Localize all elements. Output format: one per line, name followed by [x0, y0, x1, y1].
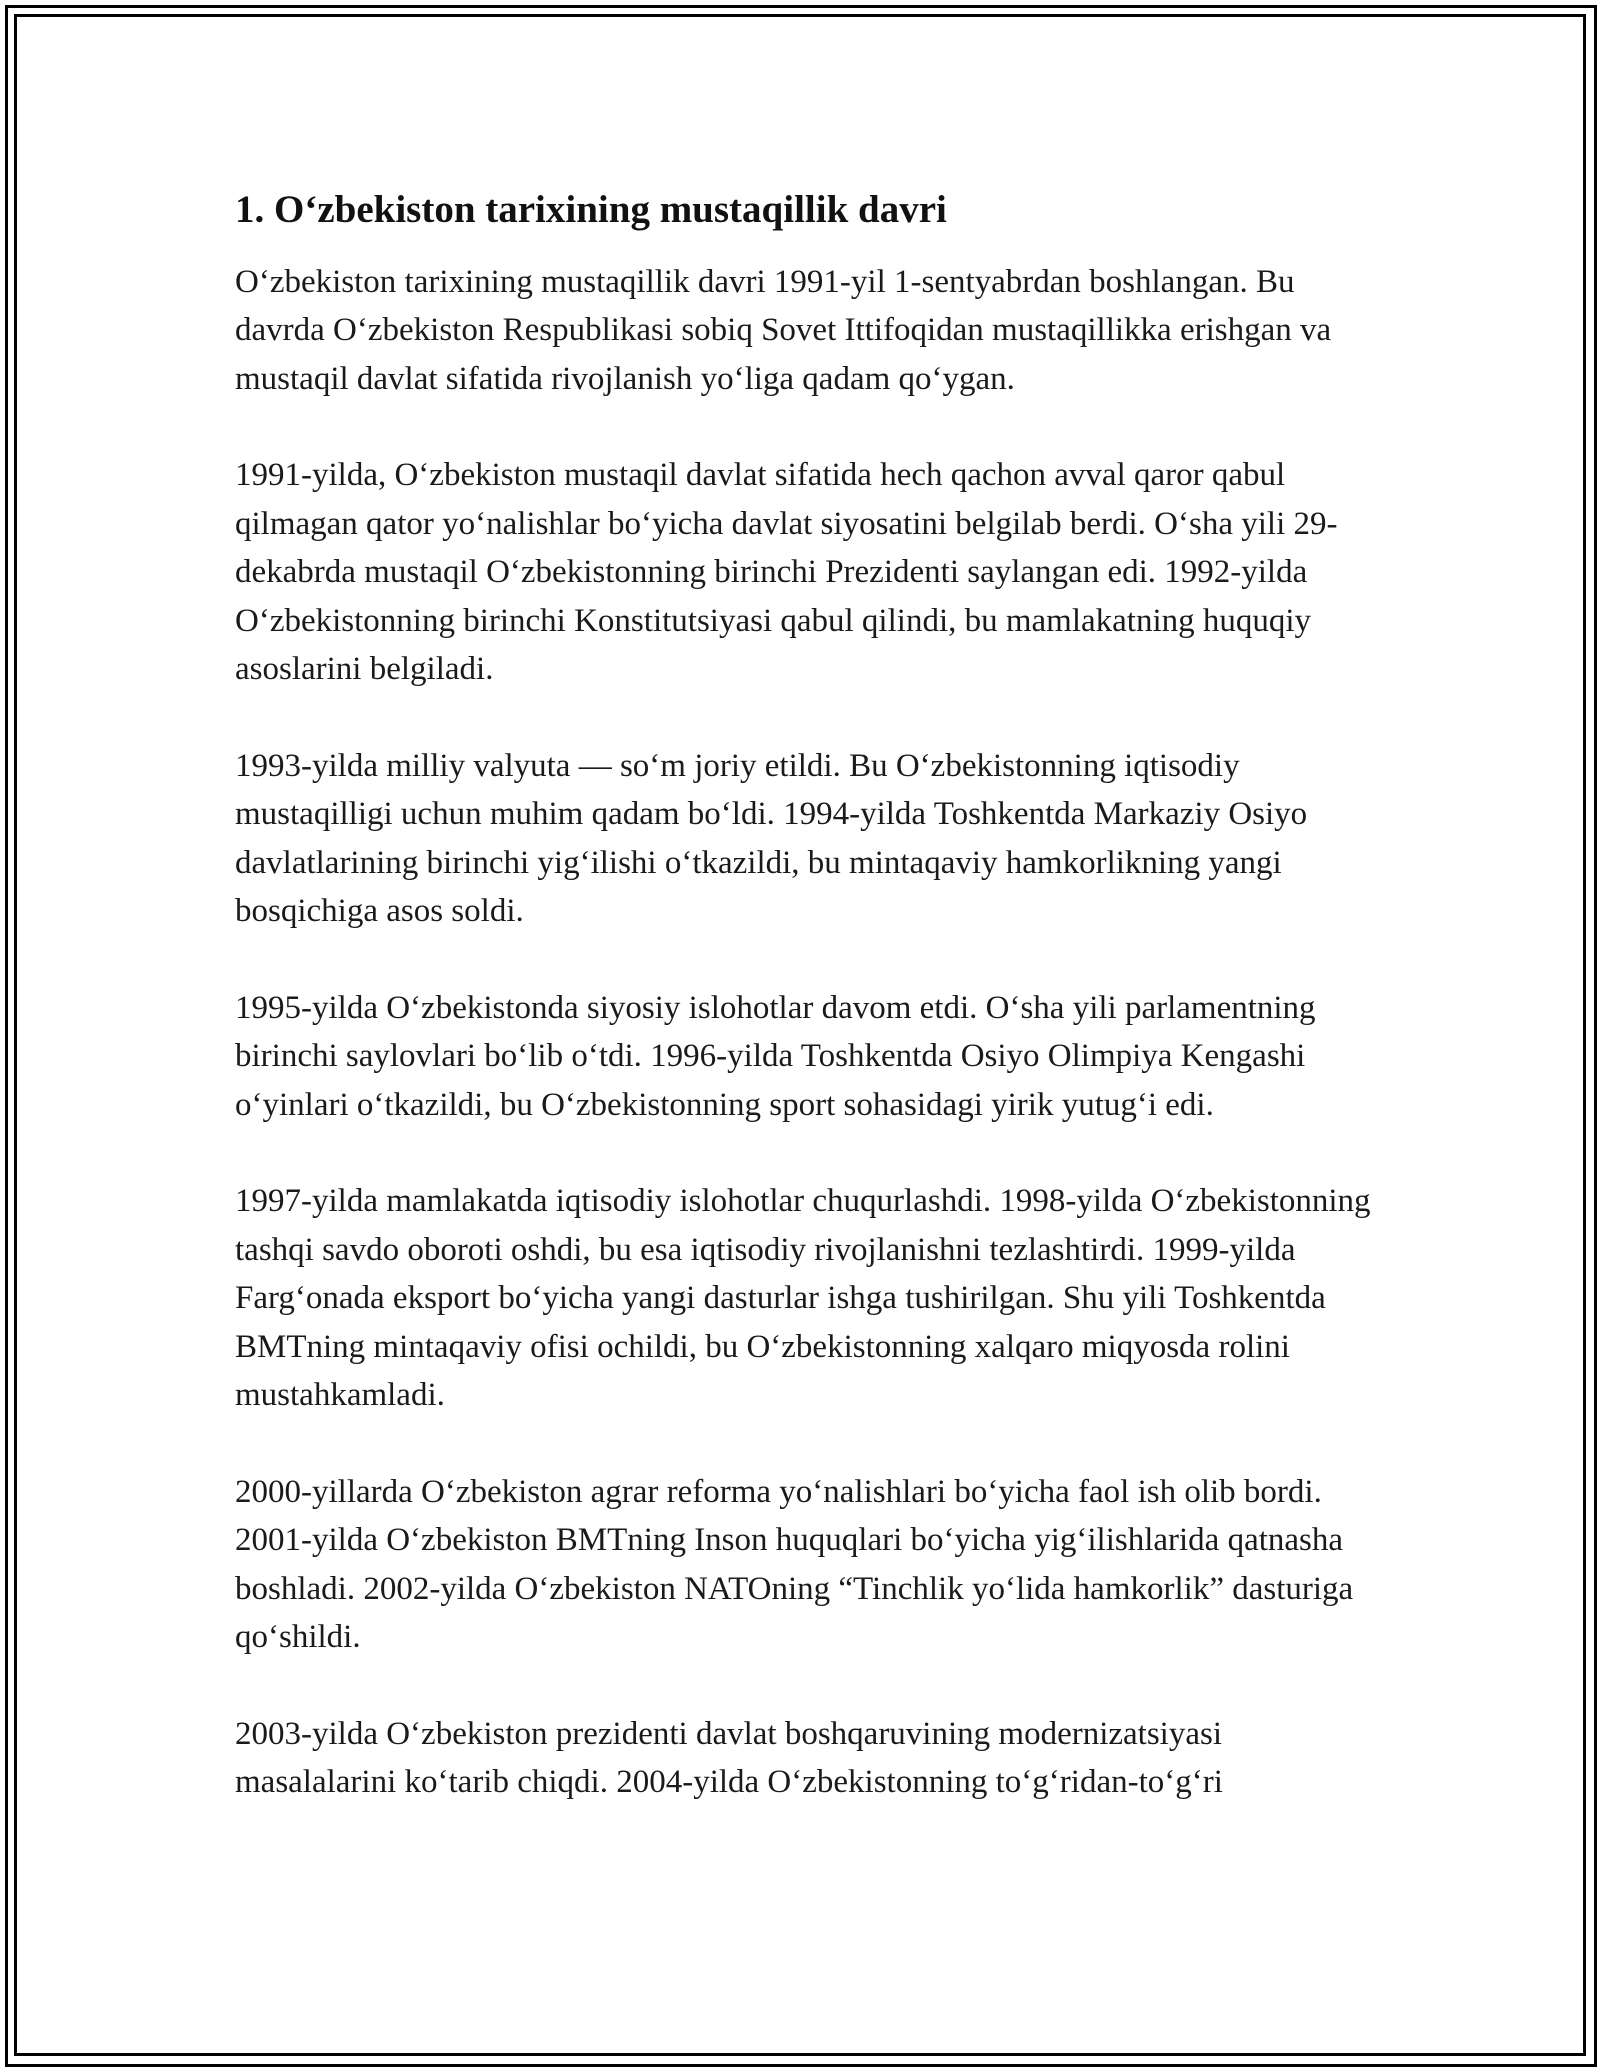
paragraph-4: 1995-yilda O‘zbekistonda siyosiy islohotlar davom etdi. O‘sha yili parlamentning birinchi saylovlari bo‘lib o‘tdi. 1996-yilda Toshkentda Osiyo Olimpiya Kengashi o‘yinlari o‘tkazildi, bu O‘zbekistonning sport sohasidagi yirik yutug‘i edi.	[235, 989, 1316, 1123]
section-heading: 1. O‘zbekiston tarixining mustaqillik davri	[235, 188, 947, 231]
paragraph-3: 1993-yilda milliy valyuta — so‘m joriy etildi. Bu O‘zbekistonning iqtisodiy mustaqilligi uchun muhim qadam bo‘ldi. 1994-yilda Toshkentda Markaziy Osiyo davlatlarining birinchi yig‘ilishi o‘tkazildi, bu mintaqaviy hamkorlikning yangi bosqichiga asos soldi.	[235, 747, 1308, 930]
paragraph-7: 2003-yilda O‘zbekiston prezidenti davlat boshqaruvining modernizatsiyasi masalalarini ko‘tarib chiqdi. 2004-yilda O‘zbekistonning to‘g‘ridan-to‘g‘ri	[235, 1715, 1223, 1801]
paragraph-2: 1991-yilda, O‘zbekiston mustaqil davlat sifatida hech qachon avval qaror qabul qilmagan qator yo‘nalishlar bo‘yicha davlat siyosatini belgilab berdi. O‘sha yili 29-dekabrda mustaqil O‘zbekistonning birinchi Prezidenti saylangan edi. 1992-yilda O‘zbekistonning birinchi Konstitutsiyasi qabul qilindi, bu mamlakatning huquqiy asoslarini belgiladi.	[235, 457, 1338, 688]
paragraph-6: 2000-yillarda O‘zbekiston agrar reforma yo‘nalishlari bo‘yicha faol ish olib bordi. 2001-yilda O‘zbekiston BMTning Inson huquqlari bo‘yicha yig‘ilishlarida qatnasha boshladi. 2002-yilda O‘zbekiston NATOning “Tinchlik yo‘lida hamkorlik” dasturiga qo‘shildi.	[235, 1473, 1354, 1656]
paragraph-5: 1997-yilda mamlakatda iqtisodiy islohotlar chuqurlashdi. 1998-yilda O‘zbekistonning tashqi savdo oboroti oshdi, bu esa iqtisodiy rivojlanishni tezlashtirdi. 1999-yilda Farg‘onada eksport bo‘yicha yangi dasturlar ishga tushirilgan. Shu yili Toshkentda BMTning mintaqaviy ofisi ochildi, bu O‘zbekistonning xalqaro miqyosda rolini mustahkamladi.	[235, 1183, 1371, 1414]
document-body	[235, 185, 1375, 1855]
paragraph-1: O‘zbekiston tarixining mustaqillik davri 1991-yil 1-sentyabrdan boshlangan. Bu davrda O‘zbekiston Respublikasi sobiq Sovet Ittifoqidan mustaqillikka erishgan va mustaqil davlat sifatida rivojlanish yo‘liga qadam qo‘ygan.	[235, 263, 1332, 397]
